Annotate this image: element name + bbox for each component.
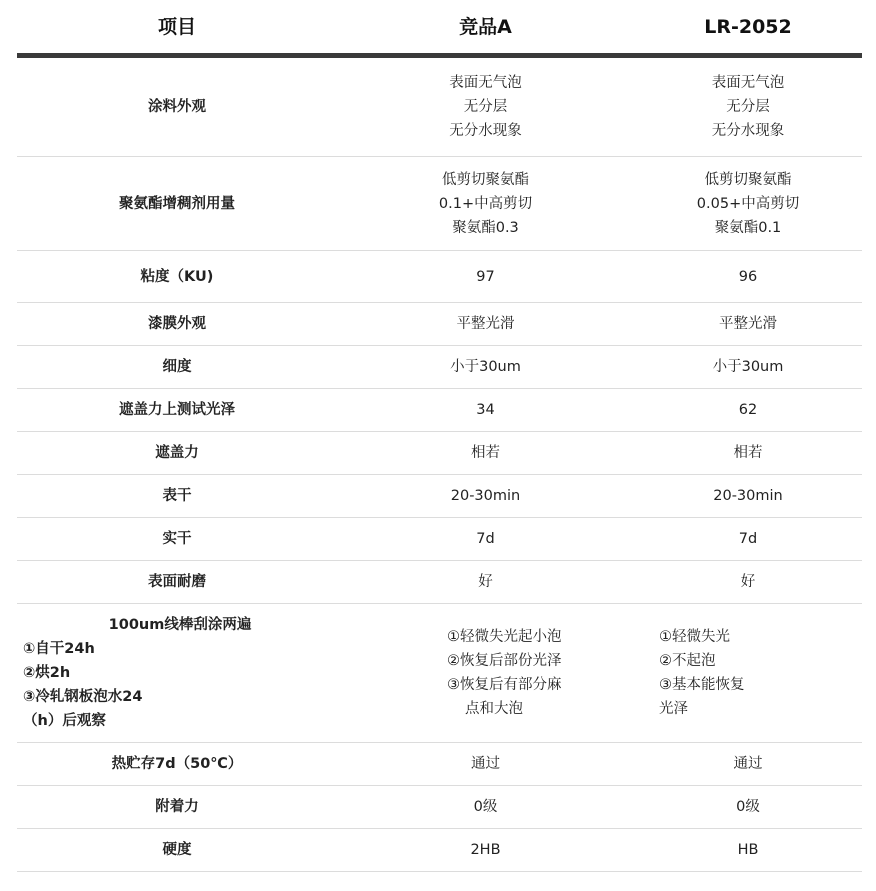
row-value-b: 0级 bbox=[736, 799, 760, 815]
row-value-b: 小于30um bbox=[712, 359, 784, 375]
row-item: 实干 bbox=[162, 531, 192, 547]
row-value-a: 7d bbox=[476, 531, 495, 547]
row-item: 细度 bbox=[162, 359, 192, 375]
cell-line: 无分水现象 bbox=[711, 123, 785, 139]
row-value-a bbox=[337, 168, 634, 240]
cell-line: 0.1+中高剪切 bbox=[438, 195, 533, 212]
row-value-b bbox=[634, 71, 862, 143]
header-lr-2052: LR-2052 bbox=[704, 15, 792, 38]
cell-line: 低剪切聚氨酯 bbox=[442, 171, 529, 188]
header-competitor-a: 竞品A bbox=[459, 15, 512, 38]
row-value-a: 20-30min bbox=[450, 488, 521, 504]
table-row bbox=[17, 475, 862, 518]
cell-line: 100um线棒刮涂两遍 bbox=[108, 617, 252, 633]
row-value-a: 好 bbox=[478, 574, 493, 590]
row-value-b: 7d bbox=[738, 531, 758, 547]
row-value-a: 2HB bbox=[470, 842, 501, 858]
row-item: 粘度（KU) bbox=[140, 268, 214, 285]
table-row bbox=[17, 58, 862, 157]
row-value-b: 96 bbox=[738, 268, 758, 285]
cell-line: ③恢复后有部分麻 bbox=[447, 677, 562, 693]
cell-line: 无分层 bbox=[726, 99, 770, 115]
row-value-a bbox=[337, 71, 634, 143]
row-value-a: 0级 bbox=[473, 799, 498, 815]
cell-line: 表面无气泡 bbox=[449, 75, 522, 91]
cell-line: ①轻微失光 bbox=[659, 629, 730, 645]
table-row bbox=[17, 829, 862, 872]
row-item: 遮盖力上测试光泽 bbox=[119, 402, 235, 418]
cell-line: 无分层 bbox=[463, 99, 508, 115]
cell-line: 涂料外观 bbox=[148, 99, 206, 115]
row-value-b: 相若 bbox=[733, 445, 763, 461]
row-item: 热贮存7d（50℃） bbox=[111, 756, 243, 772]
cell-line: ③基本能恢复 bbox=[659, 677, 745, 693]
row-item: 表干 bbox=[162, 488, 192, 504]
row-item: 表面耐磨 bbox=[148, 574, 206, 590]
cell-line: 无分水现象 bbox=[449, 123, 522, 139]
row-value-a: 通过 bbox=[471, 756, 500, 772]
cell-line: 聚氨酯增稠剂用量 bbox=[119, 195, 235, 212]
table-row bbox=[17, 389, 862, 432]
table-header bbox=[17, 0, 862, 58]
cell-line: ①自干24h bbox=[23, 641, 95, 657]
table-row bbox=[17, 743, 862, 786]
row-item: 附着力 bbox=[155, 799, 199, 815]
cell-line: ①轻微失光起小泡 bbox=[447, 629, 562, 645]
table-row bbox=[17, 432, 862, 475]
row-item: 遮盖力 bbox=[155, 445, 199, 461]
cell-line: ③冷轧钢板泡水24 bbox=[23, 689, 143, 705]
cell-line: 0.05+中高剪切 bbox=[696, 195, 800, 212]
row-value-a bbox=[337, 625, 634, 721]
row-value-b: 平整光滑 bbox=[719, 316, 777, 332]
cell-line: 光泽 bbox=[659, 701, 688, 717]
row-item: 漆膜外观 bbox=[148, 316, 206, 332]
header-item: 项目 bbox=[157, 15, 196, 38]
table-row bbox=[17, 157, 862, 251]
row-value-b bbox=[634, 625, 862, 721]
cell-line: ②恢复后部份光泽 bbox=[447, 653, 562, 669]
comparison-table bbox=[17, 0, 862, 872]
row-value-b: 好 bbox=[740, 574, 756, 590]
table-row bbox=[17, 604, 862, 743]
table-row bbox=[17, 303, 862, 346]
row-item bbox=[17, 613, 337, 733]
cell-line: （h）后观察 bbox=[23, 713, 106, 729]
cell-line: 点和大泡 bbox=[465, 701, 523, 717]
row-value-b: HB bbox=[737, 842, 759, 858]
row-value-a: 平整光滑 bbox=[456, 316, 515, 332]
table-row bbox=[17, 346, 862, 389]
row-item bbox=[17, 192, 337, 216]
row-value-a: 相若 bbox=[471, 445, 500, 461]
cell-line: 低剪切聚氨酯 bbox=[704, 171, 792, 188]
table-row bbox=[17, 561, 862, 604]
table-row bbox=[17, 518, 862, 561]
cell-line: 表面无气泡 bbox=[711, 75, 785, 91]
row-value-b: 62 bbox=[738, 402, 758, 418]
table-row bbox=[17, 251, 862, 303]
cell-line: 聚氨酯0.1 bbox=[714, 219, 782, 236]
cell-line: ②不起泡 bbox=[659, 653, 716, 669]
table-row bbox=[17, 786, 862, 829]
cell-line: ②烘2h bbox=[23, 665, 71, 681]
row-value-b: 通过 bbox=[733, 756, 763, 772]
row-item: 硬度 bbox=[162, 842, 192, 858]
row-value-a: 小于30um bbox=[450, 359, 521, 375]
cell-line: 聚氨酯0.3 bbox=[452, 219, 519, 236]
row-value-a: 97 bbox=[476, 268, 495, 285]
row-value-b bbox=[634, 168, 862, 240]
row-value-b: 20-30min bbox=[713, 488, 783, 504]
row-value-a: 34 bbox=[476, 402, 495, 418]
row-item bbox=[17, 95, 337, 119]
